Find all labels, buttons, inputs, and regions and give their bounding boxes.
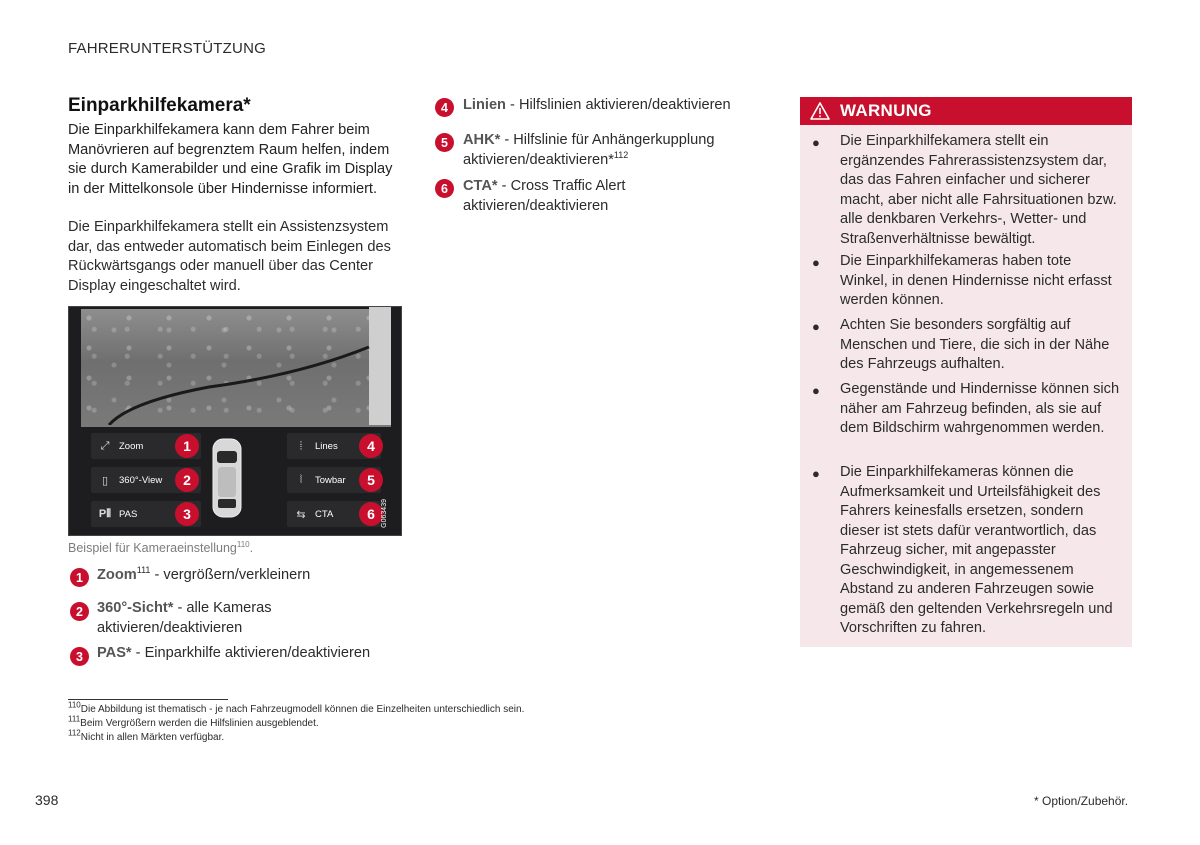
item-term: Linien <box>463 97 506 113</box>
menu-item-label: CTA <box>315 508 334 520</box>
bullet-dot: ● <box>812 383 820 398</box>
badge-6: 6 <box>359 502 383 526</box>
car-360-icon: ▯ <box>101 474 109 487</box>
warning-box <box>800 97 1132 647</box>
item-number-2: 2 <box>70 602 89 621</box>
guide-lines-icon: ⦙ <box>299 439 303 452</box>
warning-bullet-3: Achten Sie besonders sorgfältig auf Menschen und Tiere, die sich in der Nähe des Fahrzeugs aufhalten. <box>840 317 1110 372</box>
item-desc: - Einparkhilfe aktivieren/deaktivieren <box>131 645 371 661</box>
footnote-rule <box>68 699 228 700</box>
menu-item-label: 360°-View <box>119 474 163 486</box>
footnote-111 <box>68 714 319 729</box>
item-number-4: 4 <box>435 98 454 117</box>
footnote-112 <box>68 728 225 743</box>
item-desc: - alle Kameras aktivieren/deaktivieren <box>97 600 272 636</box>
item-term: PAS* <box>97 645 132 661</box>
item-desc: - Hilfslinie für Anhängerkupplung aktivieren/deaktivieren* <box>463 132 715 168</box>
section-header: FAHRERUNTERSTÜTZUNG <box>68 40 266 57</box>
badge-2: 2 <box>175 468 199 492</box>
zoom-arrows-icon: ⤢ <box>100 439 110 452</box>
badge-5: 5 <box>359 468 383 492</box>
item-ahk <box>463 131 763 170</box>
menu-item-label: PAS <box>119 508 138 520</box>
item-pas <box>97 644 402 664</box>
bullet-dot: ● <box>812 319 820 334</box>
page-title: Einparkhilfekamera* <box>68 95 251 116</box>
bullet-dot: ● <box>812 466 820 481</box>
item-number-5: 5 <box>435 133 454 152</box>
guide-line <box>69 307 379 425</box>
image-code: G063439 <box>381 499 388 528</box>
camera-screen-illustration <box>68 306 402 536</box>
item-360-view <box>97 599 402 638</box>
parking-sensor-icon: P⦀ <box>98 507 112 520</box>
bullet-dot: ● <box>812 255 820 270</box>
footnote-110 <box>68 700 525 715</box>
item-term: 360°-Sicht* <box>97 600 174 616</box>
footnote-number: 111 <box>68 714 81 724</box>
item-footnote-ref: 111 <box>136 565 151 576</box>
menu-item-label: Towbar <box>315 474 346 486</box>
warning-triangle-icon <box>810 102 830 120</box>
warning-bullet-2: Die Einparkhilfekameras haben tote Winkel, in denen Hindernisse nicht erfasst werden können. <box>840 253 1112 308</box>
caption-end: . <box>249 541 254 555</box>
footnote-number: 112 <box>68 728 81 738</box>
item-cta <box>463 177 763 216</box>
page-number: 398 <box>35 792 59 808</box>
item-term: Zoom <box>97 567 137 583</box>
footnote-text: Die Abbildung ist thematisch - je nach Fahrzeugmodell können die Einzelheiten unterschiedlich sein. <box>80 704 525 715</box>
warning-bullet-1: Die Einparkhilfekamera stellt ein ergänzendes Fahrerassistenzsystem dar, das das Fahren einfacher und sicherer macht, aber nicht alle Fahrsituationen bzw. alle denkbaren Verkehrs-, Wetter- und Straßenverhältnisse bewältigt. <box>840 133 1117 247</box>
item-lines <box>463 96 763 116</box>
cross-traffic-icon: ⇆ <box>296 508 306 521</box>
item-desc: - vergrößern/verkleinern <box>150 567 311 583</box>
bullet-dot: ● <box>812 135 820 150</box>
figure-caption <box>68 541 253 555</box>
item-desc: - Cross Traffic Alert aktivieren/deaktivieren <box>463 178 626 214</box>
intro-lead: Die Einparkhilfekamera kann dem Fahrer beim Manövrieren auf begrenztem Raum helfen, indem sie durch Kamerabilder und eine Grafik im Display in der Mittelkonsole über Hindernisse informiert. <box>68 122 393 197</box>
footnote-number: 110 <box>68 700 81 710</box>
item-number-3: 3 <box>70 647 89 666</box>
item-term: AHK* <box>463 132 501 148</box>
caption-text: Beispiel für Kameraeinstellung <box>68 541 237 555</box>
warning-bullet-5: Die Einparkhilfekameras können die Aufmerksamkeit und Urteilsfähigkeit des Fahrers keinesfalls ersetzen, sondern dieser ist stets dafür verantwortlich, das Fahrzeug sicher, mit angepasster Geschwindigkeit, in angemessenem Abstand zu anderen Fahrzeugen sowie gemäß den geltenden Verkehrsregeln und Vorschriften zu fahren. <box>840 464 1113 636</box>
badge-4: 4 <box>359 434 383 458</box>
item-desc: - Hilfslinien aktivieren/deaktivieren <box>505 97 731 113</box>
badge-1: 1 <box>175 434 199 458</box>
item-term: CTA* <box>463 178 498 194</box>
item-number-1: 1 <box>70 568 89 587</box>
option-note: * Option/Zubehör. <box>1034 794 1129 808</box>
item-number-6: 6 <box>435 179 454 198</box>
footnote-text: Nicht in allen Märkten verfügbar. <box>80 732 225 743</box>
menu-item-label: Zoom <box>119 440 144 452</box>
warning-bullet-4: Gegenstände und Hindernisse können sich näher am Fahrzeug befinden, als sie auf dem Bildschirm wahrgenommen werden. <box>840 381 1120 436</box>
warning-header <box>800 97 1132 125</box>
towbar-icon: ⦚ <box>299 473 303 486</box>
footnote-text: Beim Vergrößern werden die Hilfslinien ausgeblendet. <box>80 718 319 729</box>
warning-title: WARNUNG <box>840 101 932 120</box>
badge-3: 3 <box>175 502 199 526</box>
car-top-view-icon <box>210 437 244 519</box>
item-zoom <box>97 566 397 586</box>
menu-item-label: Lines <box>315 440 338 452</box>
intro-body: Die Einparkhilfekamera stellt ein Assistenzsystem dar, das entweder automatisch beim Einlegen des Rückwärtsgangs oder manuell über das Center Display eingeschaltet wird. <box>68 219 391 294</box>
item-footnote-ref: 112 <box>613 149 629 160</box>
caption-footnote-ref: 110 <box>236 539 250 549</box>
